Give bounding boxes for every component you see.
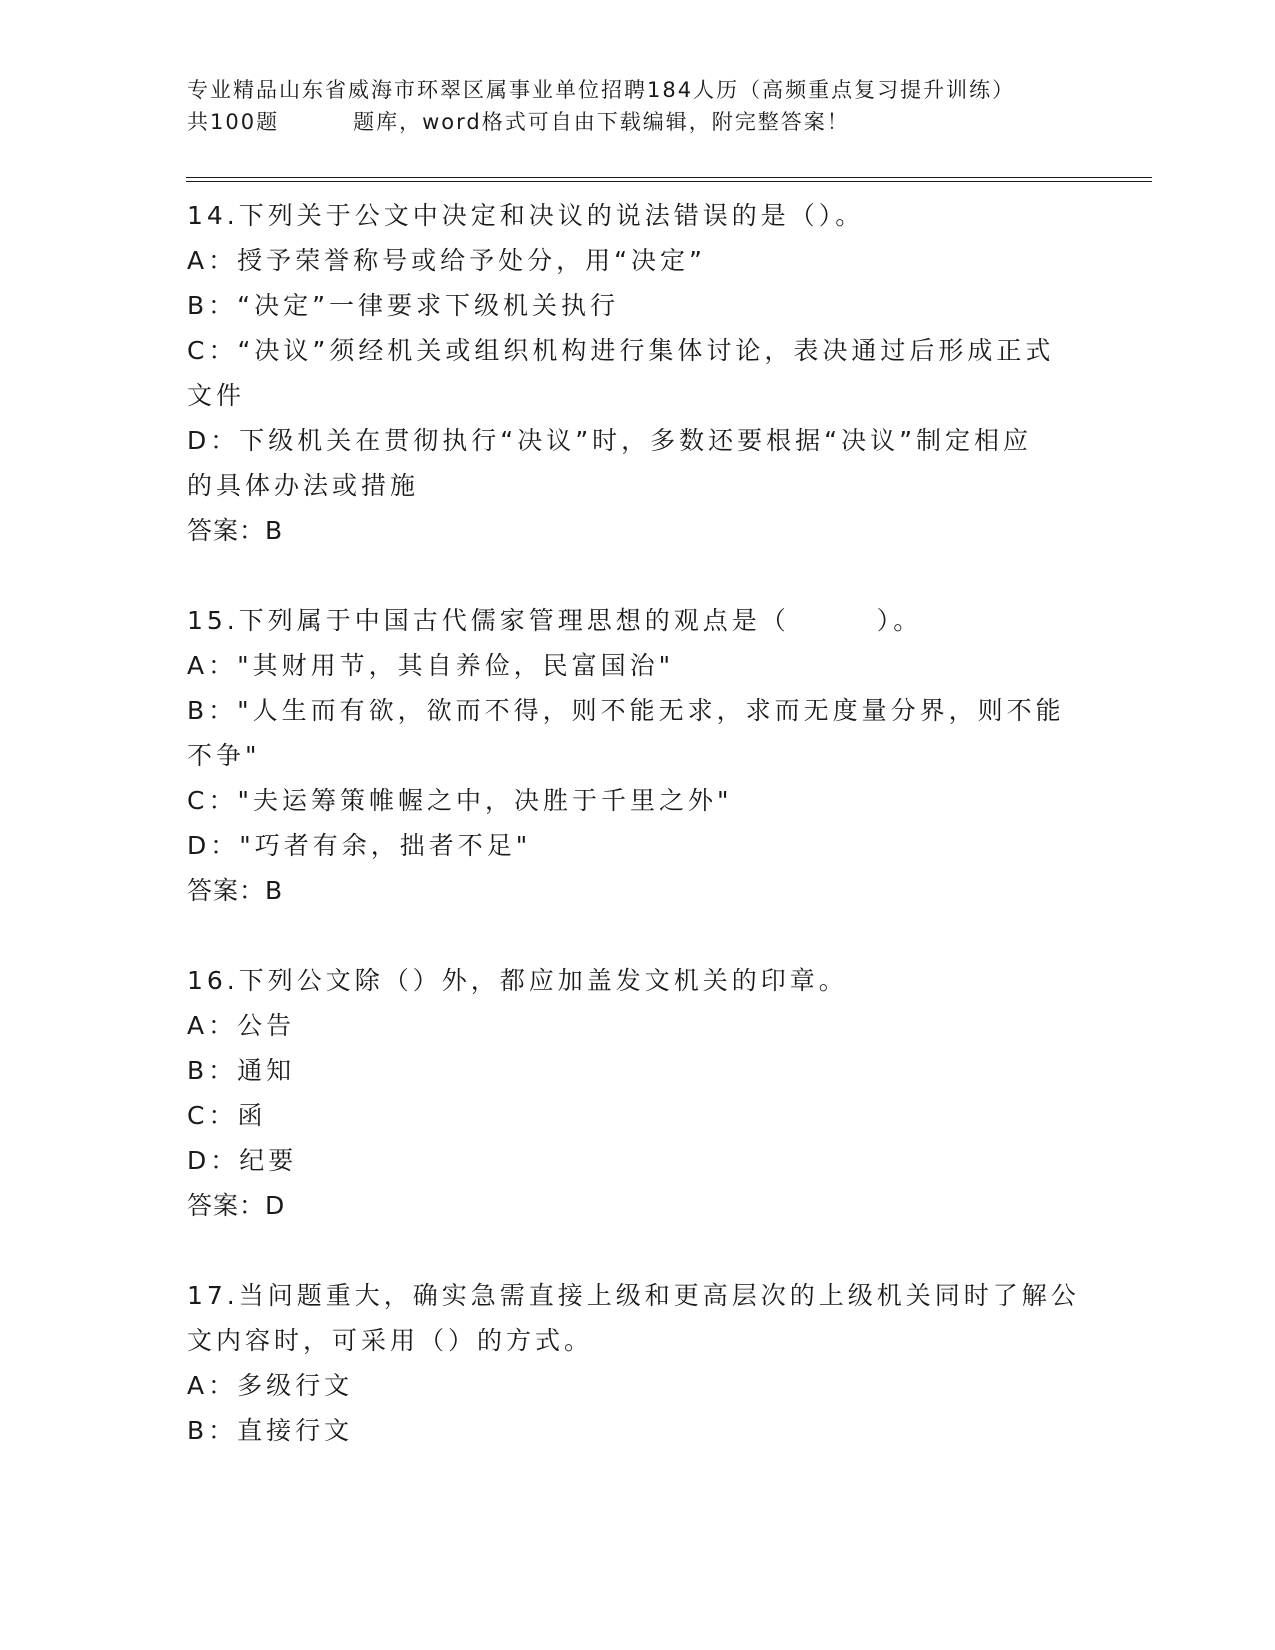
- question-option: C："夫运筹策帷幄之中，决胜于千里之外": [187, 786, 733, 815]
- question-stem: 16.下列公文除（）外，都应加盖发文机关的印章。: [187, 966, 848, 995]
- question-stem: 14.下列关于公文中决定和决议的说法错误的是（）。: [187, 201, 865, 230]
- question-option: 的具体办法或措施: [187, 471, 420, 500]
- question-option: C：函: [187, 1101, 267, 1130]
- question-block: [187, 193, 1087, 553]
- question-spacer: [187, 913, 1087, 958]
- question-option: 不争": [187, 741, 261, 770]
- header-divider-top: [186, 177, 1152, 178]
- question-option: D：下级机关在贯彻执行“决议”时，多数还要根据“决议”制定相应: [187, 426, 1033, 455]
- question-option: B：通知: [187, 1056, 296, 1085]
- question-spacer: [187, 553, 1087, 598]
- question-option: A：授予荣誉称号或给予处分，用“决定”: [187, 246, 707, 275]
- question-option: D：纪要: [187, 1146, 298, 1175]
- header-divider-bottom: [186, 181, 1152, 182]
- question-block: [187, 1273, 1087, 1453]
- question-option: A："其财用节，其自养俭，民富国治": [187, 651, 675, 680]
- answer-line: 答案：B: [187, 876, 284, 905]
- answer-line: 答案：B: [187, 516, 284, 545]
- question-list: [187, 193, 1087, 1453]
- question-spacer: [187, 1228, 1087, 1273]
- question-option: D："巧者有余，拙者不足": [187, 831, 532, 860]
- question-stem: 15.下列属于中国古代儒家管理思想的观点是（ ）。: [187, 606, 923, 635]
- question-stem: 文内容时，可采用（）的方式。: [187, 1326, 594, 1355]
- header-title-line: 专业精品山东省威海市环翠区属事业单位招聘184人历（高频重点复习提升训练）: [187, 78, 1016, 102]
- question-stem: 17.当问题重大，确实急需直接上级和更高层次的上级机关同时了解公: [187, 1281, 1080, 1310]
- question-option: B："人生而有欲，欲而不得，则不能无求，求而无度量分界，则不能: [187, 696, 1065, 725]
- answer-line: 答案：D: [187, 1191, 286, 1220]
- question-option: 文件: [187, 381, 246, 410]
- question-option: A：多级行文: [187, 1371, 354, 1400]
- header-question-count: 共100题: [187, 110, 280, 134]
- question-block: [187, 598, 1087, 913]
- question-option: B：“决定”一律要求下级机关执行: [187, 291, 620, 320]
- question-option: B：直接行文: [187, 1416, 354, 1445]
- question-block: [187, 958, 1087, 1228]
- header-subtitle-line: [187, 106, 1087, 138]
- question-option: A：公告: [187, 1011, 296, 1040]
- header-description: 题库，word格式可自由下载编辑，附完整答案！: [353, 110, 850, 134]
- question-option: C：“决议”须经机关或组织机构进行集体讨论，表决通过后形成正式: [187, 336, 1055, 365]
- document-header: [187, 74, 1087, 138]
